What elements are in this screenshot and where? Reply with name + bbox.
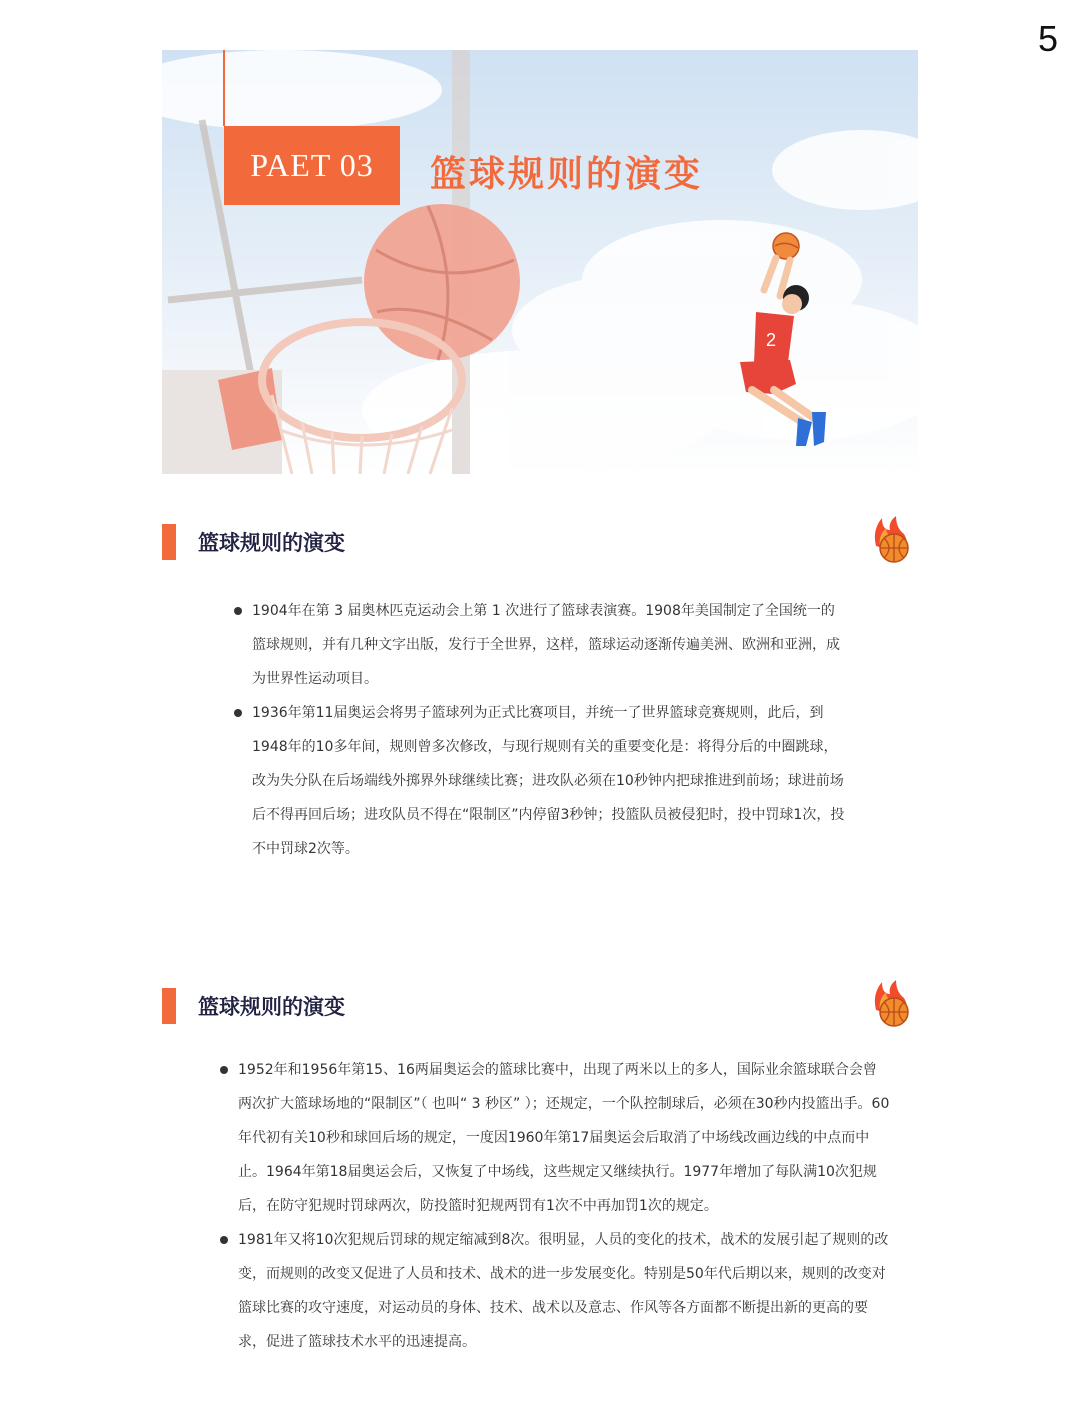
banner-accent-line bbox=[223, 50, 225, 126]
section-accent-bar bbox=[162, 988, 176, 1024]
banner bbox=[162, 50, 918, 474]
section-title: 篮球规则的演变 bbox=[198, 531, 345, 555]
section-accent-bar bbox=[162, 524, 176, 560]
svg-text:2: 2 bbox=[766, 330, 777, 350]
section-header bbox=[162, 984, 918, 1028]
list-item: 1981年又将10次犯规后罚球的规定缩减到8次。很明显，人员的变化的技术，战术的发展引起了规则的改变，而规则的改变又促进了人员和技术、战术的进一步发展变化。特别是50年代后期以来，规则的改变对篮球比赛的攻守速度，对运动员的身体、技术、战术以及意志、作风等各方面都不断提出新的更高的要求，促进了篮球技术水平的迅速提高。 bbox=[222, 1223, 890, 1359]
bullet-list bbox=[222, 1053, 890, 1359]
list-item: 1904年在第 3 届奥林匹克运动会上第 1 次进行了篮球表演赛。1908年美国制定了全国统一的篮球规则，并有几种文字出版，发行于全世界，这样，篮球运动逐渐传遍美洲、欧洲和亚洲，成为世界性运动项目。 bbox=[236, 594, 848, 696]
flaming-basketball-icon bbox=[870, 980, 910, 1028]
bullet-list bbox=[236, 594, 848, 866]
section-header bbox=[162, 520, 918, 564]
page-number: 5 bbox=[1037, 18, 1058, 59]
section-title: 篮球规则的演变 bbox=[198, 995, 345, 1019]
banner-illustration bbox=[162, 50, 918, 474]
banner-title: 篮球规则的演变 bbox=[430, 154, 704, 195]
flaming-basketball-icon bbox=[870, 516, 910, 564]
part-label: PAET 03 bbox=[224, 126, 400, 205]
list-item: 1936年第11届奥运会将男子篮球列为正式比赛项目，并统一了世界篮球竞赛规则，此后，到1948年的10多年间，规则曾多次修改，与现行规则有关的重要变化是：将得分后的中圈跳球，改为失分队在后场端线外掷界外球继续比赛；进攻队必须在10秒钟内把球推进到前场；球进前场后不得再回后场；进攻队员不得在“限制区”内停留3秒钟；投篮队员被侵犯时，投中罚球1次，投不中罚球2次等。 bbox=[236, 696, 848, 866]
list-item: 1952年和1956年第15、16两届奥运会的篮球比赛中，出现了两米以上的多人，国际业余篮球联合会曾两次扩大篮球场地的“限制区”（ 也叫“ 3 秒区” ）；还规定，一个队控制球后，必须在30秒内投篮出手。60年代初有关10秒和球回后场的规定，一度因1960年第17届奥运会后取消了中场线改画边线的中点而中止。1964年第18届奥运会后，又恢复了中场线，这些规定又继续执行。1977年增加了每队满10次犯规后，在防守犯规时罚球两次，防投篮时犯规两罚有1次不中再加罚1次的规定。 bbox=[222, 1053, 890, 1223]
